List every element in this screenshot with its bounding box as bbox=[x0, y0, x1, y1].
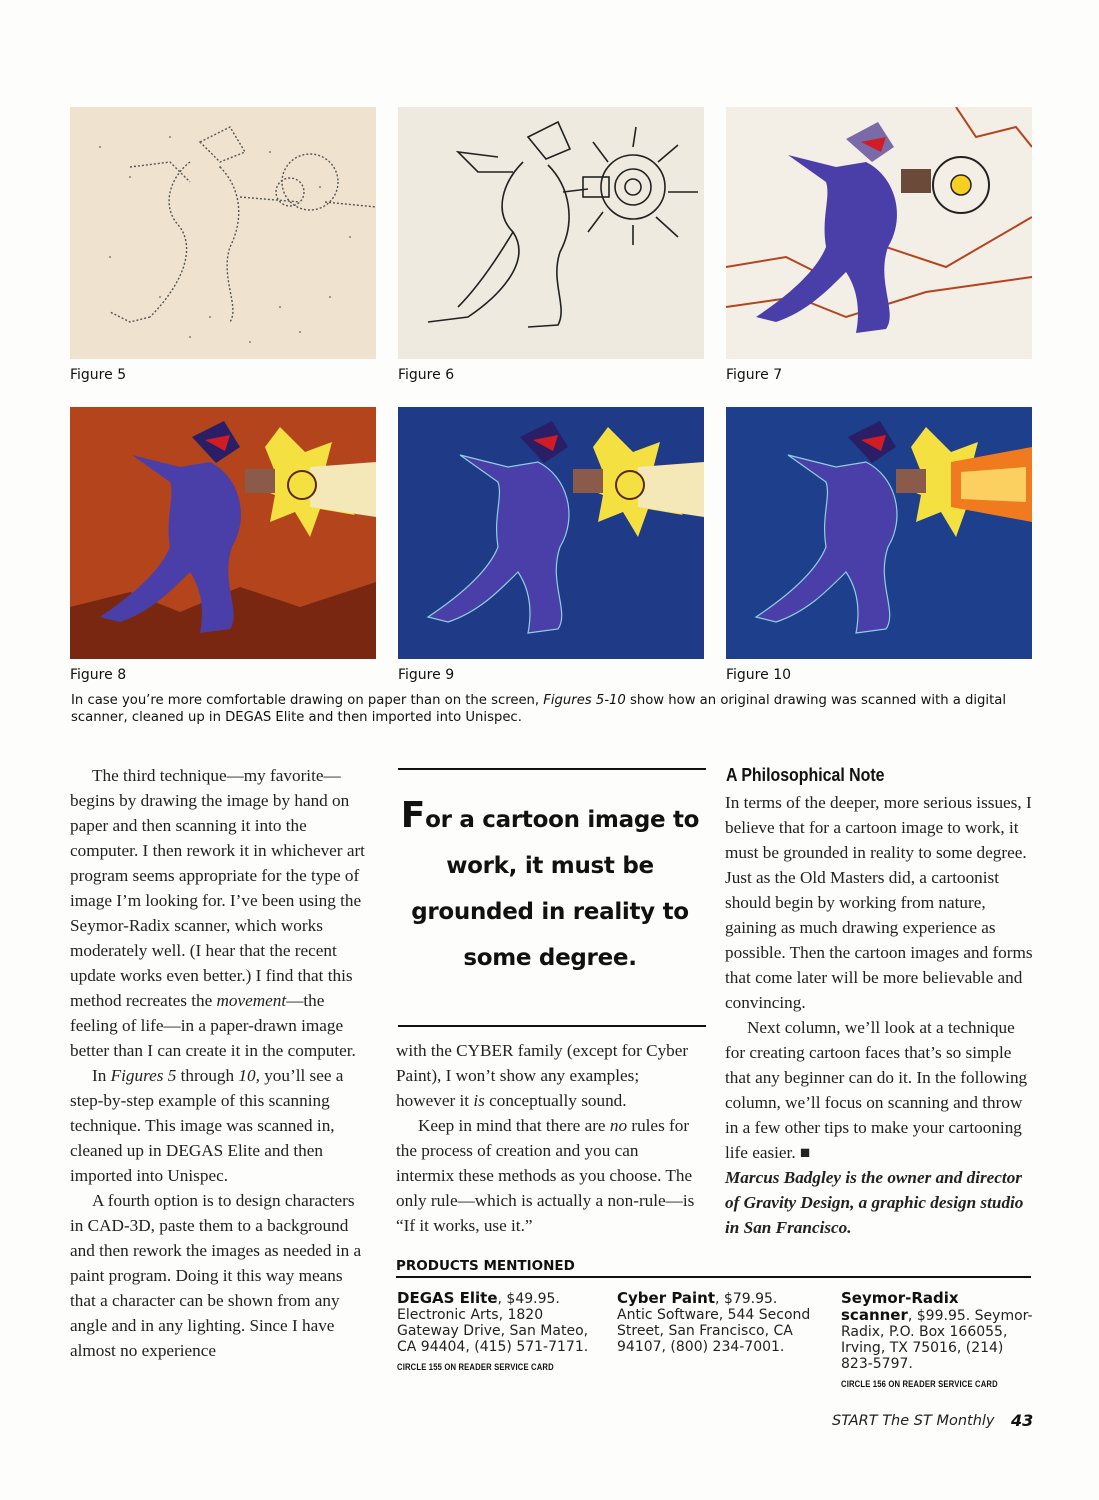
figure-10-image bbox=[726, 407, 1032, 659]
end-mark-icon: ■ bbox=[799, 1143, 811, 1162]
publication-name: START The ST Monthly bbox=[832, 1413, 995, 1429]
figure-6-image bbox=[398, 107, 704, 359]
paragraph: The third technique—my favorite—begins by drawing the image by hand on paper and then scanning it into the computer. I then rework it in whichever art program seems appropriate for the type of image I’m looking for. I’ve been using the Seymor-Radix scanner, which works moderately well. (I hear that the recent update works even better.) I find that this method recreates the movement—the feeling of life—in a paper-drawn image better than I can create it in the computer. bbox=[70, 766, 365, 1060]
product-cyber-paint: Cyber Paint, $79.95. Antic Software, 544 Second Street, San Francisco, CA 94107, (800) 234-7001. bbox=[617, 1289, 811, 1355]
page-number: 43 bbox=[1011, 1411, 1034, 1430]
paragraph: Next column, we’ll look at a technique for creating cartoon faces that’s so simple that any beginner can do it. In the following column, we’ll focus on scanning and throw in a few other tips to make your cartooning life easier. ■ bbox=[725, 1018, 1028, 1162]
section-heading: A Philosophical Note bbox=[726, 764, 885, 785]
pull-quote-top-rule bbox=[398, 768, 706, 770]
figure-9-image bbox=[398, 407, 704, 659]
figure-6-label: Figure 6 bbox=[398, 367, 455, 383]
figure-7-label: Figure 7 bbox=[726, 367, 783, 383]
product-degas-elite: DEGAS Elite, $49.95. Electronic Arts, 1820 Gateway Drive, San Mateo, CA 94404, (415) 571-7171. CIRCLE 155 ON READER SERVICE CARD bbox=[397, 1290, 593, 1375]
reader-service-note: CIRCLE 156 ON READER SERVICE CARD bbox=[841, 1379, 998, 1389]
middle-column bbox=[396, 1038, 696, 1238]
paragraph: In Figures 5 through 10, you’ll see a step-by-step example of this scanning technique. This image was scanned in, cleaned up in DEGAS Elite and then imported into Unispec. bbox=[70, 1066, 344, 1185]
paragraph: Keep in mind that there are no rules for the process of creation and you can intermix these methods as you choose. The only rule—which is actually a non-rule—is “If it works, use it.” bbox=[396, 1116, 695, 1235]
products-rule bbox=[396, 1276, 1031, 1278]
products-title: PRODUCTS MENTIONED bbox=[396, 1258, 575, 1274]
figure-5-label: Figure 5 bbox=[70, 367, 127, 383]
pull-quote: For a cartoon image to work, it must be grounded in reality to some degree. bbox=[400, 795, 700, 971]
author-bio: Marcus Badgley is the owner and director of Gravity Design, a graphic design studio in San Francisco. bbox=[725, 1168, 1024, 1237]
pull-quote-bottom-rule bbox=[398, 1025, 706, 1027]
figure-8-label: Figure 8 bbox=[70, 667, 127, 683]
figure-10-label: Figure 10 bbox=[726, 667, 792, 683]
paragraph: In terms of the deeper, more serious issues, I believe that for a cartoon image to work, it must be grounded in reality to some degree. Just as the Old Masters did, a cartoonist should begin by working from nature, gaining as much drawing experience as possible. Then the cartoon images and forms that come later will be more believable and convincing. bbox=[725, 793, 1033, 1012]
paragraph: with the CYBER family (except for Cyber Paint), I won’t show any examples; however it is conceptually sound. bbox=[396, 1041, 689, 1110]
figure-7-image bbox=[726, 107, 1032, 359]
figure-5-image bbox=[70, 107, 376, 359]
figure-8-image bbox=[70, 407, 376, 659]
left-column bbox=[70, 763, 370, 1363]
paragraph: A fourth option is to design characters in CAD-3D, paste them to a background and then rework the images as needed in a paint program. Doing it this way means that a character can be shown from any angle and in any lighting. Since I have almost no experience bbox=[70, 1191, 362, 1360]
product-seymor-radix: Seymor-Radix scanner, $99.95. Seymor-Radix, P.O. Box 166055, Irving, TX 75016, (214) 823-5797. CIRCLE 156 ON READER SERVICE CARD bbox=[841, 1290, 1033, 1392]
figure-caption: In case you’re more comfortable drawing on paper than on the screen, Figures 5-10 show how an original drawing was scanned with a digital scanner, cleaned up in DEGAS Elite and then imported into Unispec. bbox=[71, 693, 1006, 725]
reader-service-note: CIRCLE 155 ON READER SERVICE CARD bbox=[397, 1362, 554, 1372]
right-column bbox=[725, 790, 1033, 1240]
figure-9-label: Figure 9 bbox=[398, 667, 455, 683]
